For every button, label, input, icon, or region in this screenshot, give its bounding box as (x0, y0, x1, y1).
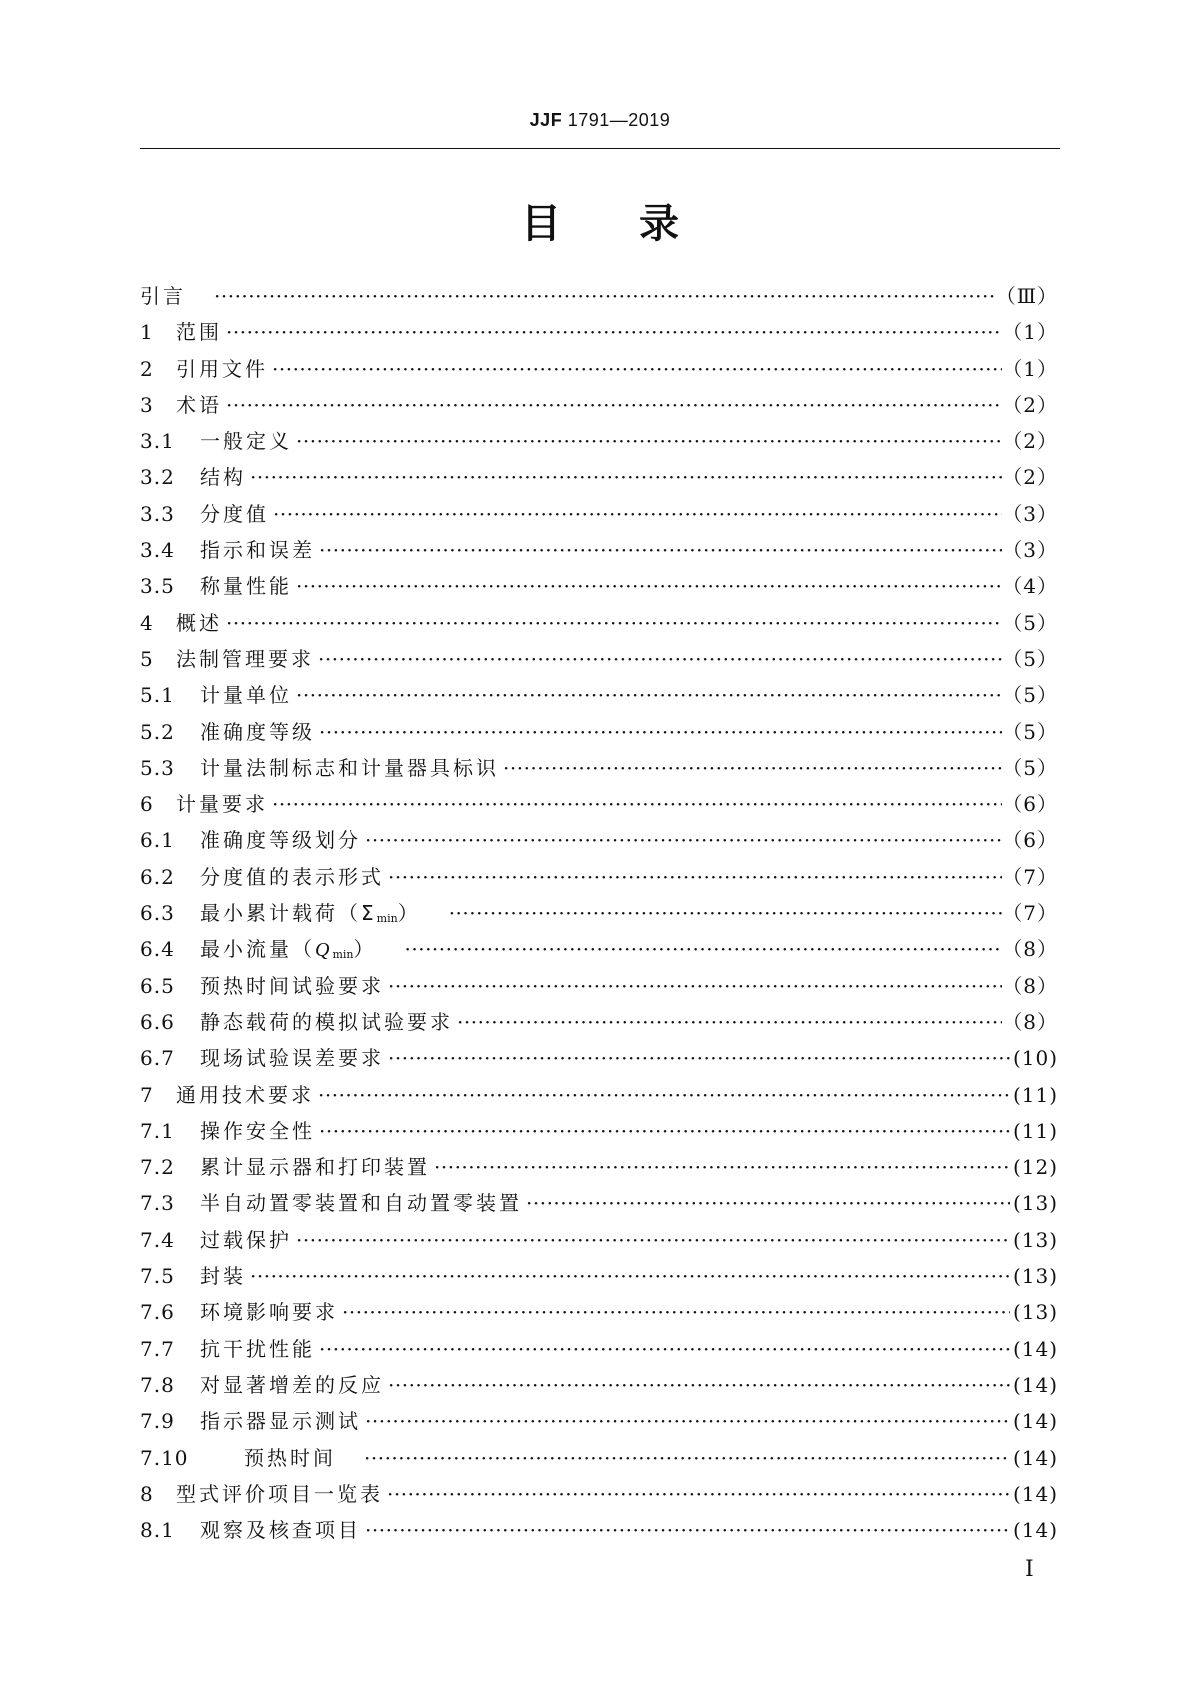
table-of-contents (140, 278, 1058, 1548)
toc-entry-title-text: 计量单位 (200, 683, 292, 708)
toc-entry-title-text: 预热时间试验要求 (200, 973, 384, 998)
toc-entry-title (200, 859, 384, 895)
toc-entry[interactable] (140, 968, 1058, 1004)
toc-entry-title (200, 423, 292, 459)
toc-dot-leader (453, 1004, 1002, 1040)
page-number: Ⅰ (1025, 1556, 1034, 1581)
toc-entry-title (200, 1367, 384, 1403)
toc-entry-title (200, 1149, 430, 1185)
page-title: 目录 (521, 201, 757, 247)
toc-entry-number: 6.2 (140, 864, 175, 889)
toc-entry[interactable] (140, 714, 1058, 750)
toc-entry-number: 3 (140, 392, 154, 417)
toc-dot-leader (445, 895, 1003, 931)
toc-entry[interactable] (140, 1440, 1058, 1476)
toc-dot-leader (222, 387, 1002, 423)
toc-entry-page: （6） (1002, 828, 1058, 853)
toc-entry[interactable] (140, 459, 1058, 495)
toc-entry-page: （8） (1002, 937, 1058, 962)
toc-entry-number: 7.4 (140, 1227, 175, 1252)
toc-entry-page: （5） (1002, 610, 1058, 635)
toc-entry-page: （2） (1002, 465, 1058, 490)
toc-entry-title-text: 引言 (140, 284, 186, 308)
toc-entry-title (200, 459, 246, 495)
toc-entry-page: (13) (1012, 1191, 1058, 1216)
toc-entry-title-text: 引用文件 (176, 356, 268, 381)
toc-entry-title (200, 822, 361, 858)
toc-entry[interactable] (140, 786, 1058, 822)
toc-entry-title-text: 最小累计载荷（ (200, 901, 361, 926)
toc-entry-title-text: 称量性能 (200, 574, 292, 599)
running-header (140, 110, 1060, 131)
toc-entry-number: 5.3 (140, 755, 175, 780)
toc-entry[interactable] (140, 822, 1058, 858)
toc-entry-page: （2） (1002, 429, 1058, 454)
toc-entry[interactable] (140, 605, 1058, 641)
toc-entry-title (176, 314, 222, 350)
toc-entry[interactable] (140, 677, 1058, 713)
toc-entry-title (200, 1403, 361, 1439)
toc-dot-leader (338, 1294, 1010, 1330)
toc-entry-title (200, 750, 499, 786)
toc-entry-page: (13) (1012, 1227, 1058, 1252)
toc-entry-title (200, 1185, 522, 1221)
toc-entry[interactable] (140, 859, 1058, 895)
toc-entry[interactable] (140, 278, 1058, 314)
toc-entry-title (200, 1222, 292, 1258)
toc-entry-page: (10) (1012, 1046, 1058, 1071)
toc-entry[interactable] (140, 314, 1058, 350)
toc-entry-title-text: 范围 (176, 320, 222, 345)
toc-entry-title-text: 术语 (176, 392, 222, 417)
toc-entry-number: 6.6 (140, 1009, 175, 1034)
toc-entry-page: （1） (1002, 356, 1058, 381)
toc-dot-leader (522, 1185, 1010, 1221)
toc-entry-title (244, 1440, 336, 1476)
toc-entry[interactable] (140, 1077, 1058, 1113)
toc-entry-title-text: 计量法制标志和计量器具标识 (200, 755, 499, 780)
toc-entry-title (176, 351, 268, 387)
toc-entry-number: 8 (140, 1481, 154, 1506)
toc-entry-title (176, 387, 222, 423)
toc-entry-title-text: 环境影响要求 (200, 1300, 338, 1325)
toc-entry-title-text: 对显著增差的反应 (200, 1372, 384, 1397)
toc-dot-leader (292, 677, 1002, 713)
toc-entry-page: （5） (1002, 755, 1058, 780)
toc-entry-page: (14) (1012, 1409, 1058, 1434)
toc-entry-page: (11) (1012, 1118, 1058, 1143)
toc-entry-page: (11) (1012, 1082, 1058, 1107)
toc-entry-number: 7.3 (140, 1191, 175, 1216)
toc-entry-title-text: 一般定义 (200, 429, 292, 454)
toc-entry-number: 6.5 (140, 973, 175, 998)
toc-entry-title (200, 1113, 315, 1149)
toc-entry[interactable] (140, 1185, 1058, 1221)
toc-dot-leader (401, 931, 1003, 967)
toc-entry-number: 8.1 (140, 1518, 175, 1543)
toc-entry-title (176, 1077, 314, 1113)
standard-code: JJF (529, 110, 563, 130)
toc-dot-leader (314, 641, 1002, 677)
toc-entry[interactable] (140, 895, 1058, 931)
toc-entry-page: (13) (1012, 1300, 1058, 1325)
toc-entry-title (200, 1294, 338, 1330)
toc-entry-subscript: min (376, 912, 398, 926)
toc-entry[interactable] (140, 423, 1058, 459)
toc-entry-title-text: 通用技术要求 (176, 1082, 314, 1107)
toc-entry-title-text: 操作安全性 (200, 1118, 315, 1143)
toc-dot-leader (383, 1476, 1010, 1512)
toc-dot-leader (384, 1040, 1010, 1076)
toc-entry-title-text: 型式评价项目一览表 (176, 1481, 383, 1506)
toc-dot-leader (292, 568, 1002, 604)
toc-entry-title (200, 1331, 315, 1367)
toc-entry[interactable] (140, 1149, 1058, 1185)
toc-entry-title-text: 封装 (200, 1264, 246, 1289)
toc-entry-number: 1 (140, 320, 154, 345)
toc-entry[interactable] (140, 641, 1058, 677)
toc-dot-leader (222, 605, 1002, 641)
toc-entry-page: （1） (1002, 320, 1058, 345)
toc-entry-title (200, 1040, 384, 1076)
toc-entry-number: 4 (140, 610, 154, 635)
toc-entry-page: (14) (1012, 1518, 1058, 1543)
toc-entry-title-text: 半自动置零装置和自动置零装置 (200, 1191, 522, 1216)
toc-entry-number: 7.2 (140, 1155, 175, 1180)
toc-entry[interactable] (140, 568, 1058, 604)
toc-entry-number: 6 (140, 792, 154, 817)
toc-entry-number: 7.1 (140, 1118, 175, 1143)
toc-dot-leader (314, 1077, 1010, 1113)
toc-dot-leader (222, 314, 1002, 350)
toc-dot-leader (315, 1113, 1010, 1149)
toc-entry[interactable] (140, 1040, 1058, 1076)
toc-entry-page: (14) (1012, 1481, 1058, 1506)
toc-entry[interactable] (140, 1004, 1058, 1040)
toc-entry-title (176, 786, 268, 822)
toc-entry-page: (14) (1012, 1336, 1058, 1361)
toc-entry-title-text: 累计显示器和打印装置 (200, 1155, 430, 1180)
toc-entry-title-text: 分度值 (200, 501, 269, 526)
toc-entry-title (200, 568, 292, 604)
toc-entry-title-text: 观察及核查项目 (200, 1518, 361, 1543)
toc-entry-title-text: 分度值的表示形式 (200, 864, 384, 889)
toc-dot-leader (246, 459, 1002, 495)
toc-entry-title-text: 静态载荷的模拟试验要求 (200, 1009, 453, 1034)
toc-entry[interactable] (140, 1331, 1058, 1367)
toc-entry-title (200, 1512, 361, 1548)
toc-entry-number: 7.9 (140, 1409, 175, 1434)
toc-entry-page: （4） (1002, 574, 1058, 599)
toc-entry-number: 3.1 (140, 429, 175, 454)
toc-dot-leader (246, 1258, 1010, 1294)
toc-entry[interactable] (140, 750, 1058, 786)
toc-entry-title (200, 714, 315, 750)
standard-number: 1791—2019 (567, 110, 671, 130)
toc-entry-number: 5.1 (140, 683, 175, 708)
toc-entry[interactable] (140, 1113, 1058, 1149)
toc-entry-title-text: 抗干扰性能 (200, 1336, 315, 1361)
toc-entry-page: （5） (1002, 646, 1058, 671)
toc-entry-page: （7） (1002, 864, 1058, 889)
toc-entry-title (200, 532, 315, 568)
toc-entry-page: (13) (1012, 1264, 1058, 1289)
toc-entry-title-text: 指示和误差 (200, 538, 315, 563)
toc-entry-page: （5） (1002, 719, 1058, 744)
toc-entry-number: 6.7 (140, 1046, 175, 1071)
toc-dot-leader (292, 423, 1002, 459)
toc-entry-page: （6） (1002, 792, 1058, 817)
toc-entry[interactable] (140, 1512, 1058, 1548)
toc-dot-leader (430, 1149, 1010, 1185)
toc-entry-page: （Ⅲ） (995, 284, 1058, 308)
toc-entry-title-text: 最小流量（ (200, 937, 315, 962)
toc-entry[interactable] (140, 496, 1058, 532)
toc-entry-number: 7.5 (140, 1264, 175, 1289)
toc-entry-subscript: min (332, 948, 354, 962)
toc-entry-title (200, 496, 269, 532)
toc-entry-title-text: 指示器显示测试 (200, 1409, 361, 1434)
toc-dot-leader (315, 532, 1002, 568)
toc-entry-page: (14) (1012, 1445, 1058, 1470)
header-rule (140, 148, 1060, 149)
toc-entry-page: （2） (1002, 392, 1058, 417)
toc-entry-number: 7.7 (140, 1336, 175, 1361)
toc-entry-page: (12) (1012, 1155, 1058, 1180)
toc-entry-page: （3） (1002, 501, 1058, 526)
toc-dot-leader (384, 1367, 1010, 1403)
toc-entry-page: （5） (1002, 683, 1058, 708)
toc-entry[interactable] (140, 1294, 1058, 1330)
toc-entry-title (140, 278, 186, 314)
toc-entry-page: （3） (1002, 538, 1058, 563)
toc-entry[interactable] (140, 1403, 1058, 1439)
toc-entry[interactable] (140, 1367, 1058, 1403)
toc-entry[interactable] (140, 351, 1058, 387)
toc-entry-number: 6.4 (140, 937, 175, 962)
toc-entry-number: 6.1 (140, 828, 175, 853)
toc-entry[interactable] (140, 387, 1058, 423)
toc-entry-page: （7） (1002, 901, 1058, 926)
toc-entry-title-text: 概述 (176, 610, 222, 635)
toc-dot-leader (269, 496, 1002, 532)
toc-dot-leader (268, 351, 1002, 387)
toc-entry-title (176, 641, 314, 677)
toc-entry-title-text: 现场试验误差要求 (200, 1046, 384, 1071)
toc-dot-leader (361, 1512, 1010, 1548)
toc-entry-number: 3.5 (140, 574, 175, 599)
toc-entry-page: （8） (1002, 973, 1058, 998)
toc-entry-symbol: Q (315, 939, 333, 962)
toc-dot-leader (384, 968, 1002, 1004)
toc-entry-title (200, 677, 292, 713)
toc-entry-number: 7 (140, 1082, 154, 1107)
toc-entry-number: 5 (140, 646, 154, 671)
toc-dot-leader (210, 278, 996, 314)
toc-dot-leader (360, 1440, 1010, 1476)
toc-entry[interactable] (140, 1476, 1058, 1512)
toc-entry-number: 5.2 (140, 719, 175, 744)
toc-dot-leader (361, 822, 1002, 858)
toc-entry-number: 7.10 (140, 1445, 189, 1470)
toc-entry[interactable] (140, 1258, 1058, 1294)
toc-entry-number: 3.3 (140, 501, 175, 526)
toc-entry-symbol: Σ (361, 901, 377, 926)
toc-dot-leader (292, 1222, 1010, 1258)
toc-entry-title-text: 准确度等级 (200, 719, 315, 744)
toc-dot-leader (361, 1403, 1010, 1439)
toc-entry-page: （8） (1002, 1009, 1058, 1034)
toc-entry-title-suffix: ） (353, 937, 377, 962)
toc-entry-number: 6.3 (140, 901, 175, 926)
toc-entry-title (200, 968, 384, 1004)
toc-dot-leader (499, 750, 1002, 786)
toc-entry[interactable] (140, 1222, 1058, 1258)
toc-dot-leader (315, 714, 1002, 750)
toc-entry-number: 7.6 (140, 1300, 175, 1325)
toc-entry-number: 2 (140, 356, 154, 381)
toc-entry-title-text: 准确度等级划分 (200, 828, 361, 853)
toc-dot-leader (315, 1331, 1010, 1367)
toc-entry-title-text: 预热时间 (244, 1445, 336, 1470)
toc-entry-title-text: 结构 (200, 465, 246, 490)
toc-entry-title-text: 过载保护 (200, 1227, 292, 1252)
toc-entry-title-text: 计量要求 (176, 792, 268, 817)
toc-entry-number: 7.8 (140, 1372, 175, 1397)
toc-entry-page: (14) (1012, 1372, 1058, 1397)
toc-entry[interactable] (140, 532, 1058, 568)
toc-entry-title (200, 1258, 246, 1294)
toc-entry-number: 3.2 (140, 465, 175, 490)
toc-entry-title-suffix: ） (397, 901, 421, 926)
toc-dot-leader (384, 859, 1002, 895)
toc-entry-number: 3.4 (140, 538, 175, 563)
toc-entry-title-text: 法制管理要求 (176, 646, 314, 671)
toc-entry-title (200, 1004, 453, 1040)
toc-dot-leader (268, 786, 1002, 822)
toc-entry[interactable] (140, 931, 1058, 967)
toc-entry-title (176, 605, 222, 641)
toc-entry-title (176, 1476, 383, 1512)
